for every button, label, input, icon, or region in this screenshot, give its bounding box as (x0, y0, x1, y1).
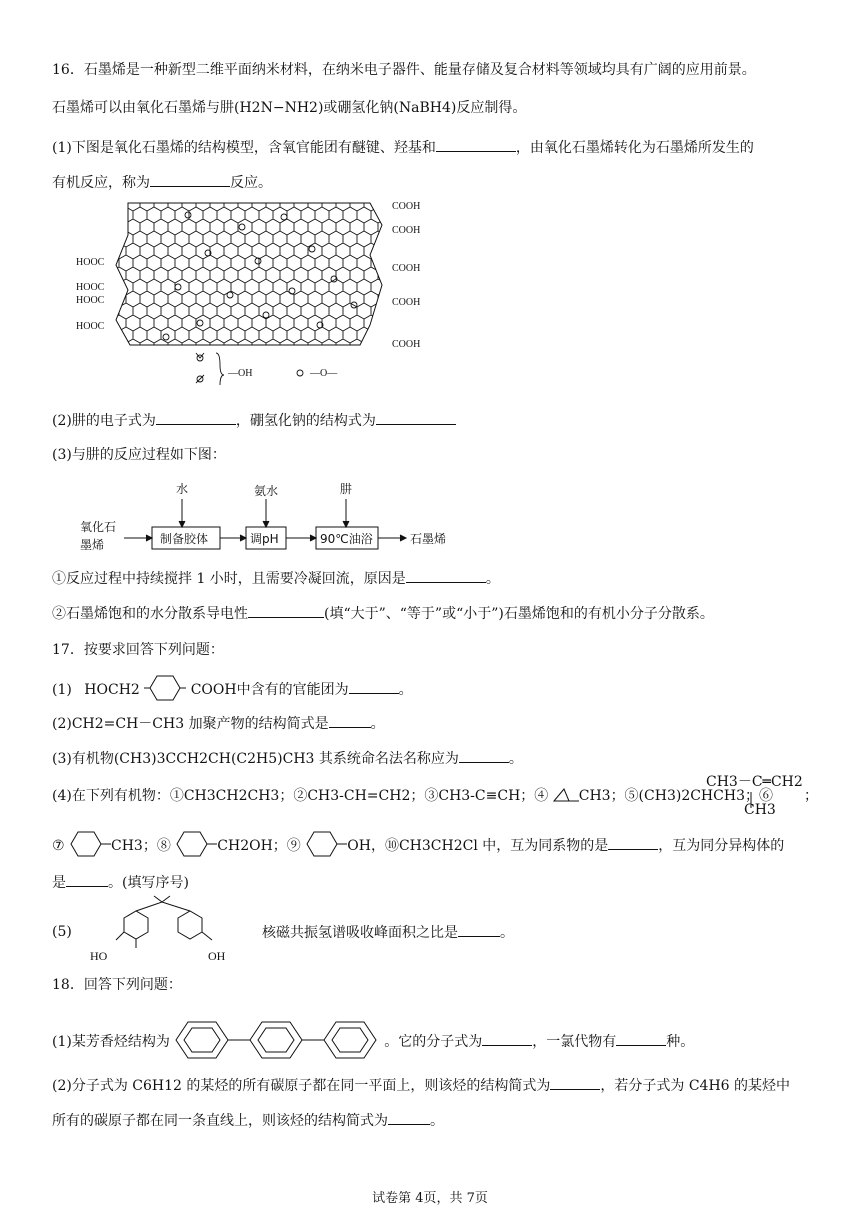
ho-label: HO (90, 949, 108, 963)
hydrazine-formula: H2N−NH2 (239, 100, 318, 116)
q16-part3-item2: ②石墨烯饱和的水分散系导电性 (填“大于”、“等于”或“小于”)石墨烯饱和的有机小分子分散系。 (52, 603, 714, 624)
bisphenol-a-structure (90, 896, 240, 966)
answer-blank[interactable] (156, 410, 236, 425)
q18-item1: (1)某芳香烃结构为 。它的分子式为 ，一氯代物有 种。 (52, 1022, 694, 1062)
answer-blank[interactable] (388, 1110, 430, 1125)
q16-part1-line2: 有机反应，称为 反应。 (52, 172, 272, 193)
answer-blank[interactable] (248, 603, 324, 618)
q17-item2: (2)CH2=CH－CH3 加聚产物的结构简式是 。 (52, 713, 385, 734)
carbon-lattice (116, 203, 382, 345)
q17-item5-text: 核磁共振氢谱吸收峰面积之比是 。 (262, 922, 514, 943)
answer-blank[interactable] (329, 713, 371, 728)
cooh-label: COOH (392, 263, 421, 274)
flow-start-line1: 氧化石 (80, 520, 117, 534)
graphene-oxide-structure-figure (70, 195, 430, 385)
q16-part2: (2)肼的电子式为 ，硼氢化钠的结构式为 (52, 410, 456, 431)
benzene-ring-icon (175, 830, 217, 858)
answer-blank[interactable] (406, 568, 486, 583)
q17-item5-label: (5) (52, 924, 72, 940)
q17-item4-compound6-bottom: CH3 (744, 802, 776, 818)
cooh-label: COOH (392, 225, 421, 236)
flow-input-water: 水 (176, 482, 189, 496)
cooh-label: COOH (392, 201, 421, 212)
hydroxyl-legend-label: —OH (228, 368, 253, 379)
answer-blank[interactable] (349, 679, 399, 694)
q16-intro-line1: 16．石墨烯是一种新型二维平面纳米材料，在纳米电子器件、能量存储及复合材料等领域均具有广阔的应用前景。 (52, 62, 756, 78)
hooc-label: HOOC (76, 321, 105, 332)
flow-input-ammonia: 氨水 (254, 484, 279, 498)
answer-blank[interactable] (608, 835, 658, 850)
q17-title: 17．按要求回答下列问题： (52, 642, 224, 658)
hooc-label: HOOC (76, 282, 105, 293)
formula-left: HOCH2 (84, 682, 140, 698)
answer-blank[interactable] (482, 1031, 532, 1046)
flow-end-product: 石墨烯 (410, 532, 447, 546)
q16-part1-line1: (1)下图是氧化石墨烯的结构模型，含氧官能团有醚键、羟基和 ，由氧化石墨烯转化为石墨烯所发生的 (52, 137, 754, 158)
benzene-ring-icon (305, 830, 347, 858)
q16-intro-line2: 石墨烯可以由氧化石墨烯与肼(H2N−NH2)或硼氢化钠(NaBH4)反应制得。 (52, 100, 527, 116)
answer-blank[interactable] (459, 748, 509, 763)
page-footer: 试卷第 4页，共 7页 (372, 1191, 488, 1206)
oh-label: OH (208, 949, 226, 963)
flow-box-oil-bath: 90℃油浴 (320, 532, 373, 546)
cooh-label: COOH (392, 339, 421, 350)
q17-item4-compound6-top: CH3－C═CH2 (706, 774, 803, 790)
benzene-ring-icon (144, 674, 186, 702)
flow-box-prepare-colloid: 制备胶体 (160, 532, 209, 546)
flow-input-hydrazine: 肼 (340, 482, 353, 496)
answer-blank[interactable] (550, 1075, 600, 1090)
q18-item2-line2: 所有的碳原子都在同一条直线上，则该烃的结构简式为 。 (52, 1110, 444, 1131)
benzene-ring-icon (69, 830, 111, 858)
answer-blank[interactable] (436, 137, 516, 152)
q17-item4-semicolon: ； (804, 788, 818, 804)
answer-blank[interactable] (150, 172, 230, 187)
answer-blank[interactable] (616, 1031, 666, 1046)
q16-part3-item1: ①反应过程中持续搅拌 1 小时，且需要冷凝回流，原因是 。 (52, 568, 500, 589)
cooh-label: COOH (392, 297, 421, 308)
q17-item3: (3)有机物(CH3)3CCH2CH(C2H5)CH3 其系统命名法名称应为 。 (52, 748, 523, 769)
q18-title: 18．回答下列问题： (52, 977, 182, 993)
q17-item4-line3: 是 。(填写序号) (52, 872, 189, 893)
formula-right: COOH (190, 682, 237, 698)
process-flow-diagram (80, 477, 480, 557)
cyclopropane-icon (553, 787, 579, 803)
answer-blank[interactable] (66, 872, 108, 887)
answer-blank[interactable] (376, 410, 456, 425)
terphenyl-structure (174, 1020, 384, 1060)
q18-item2-line1: (2)分子式为 C6H12 的某烃的所有碳原子都在同一平面上，则该烃的结构简式为 ，若分子式为 C4H6 的某烃中 (52, 1075, 790, 1096)
flow-box-adjust-ph: 调pH (250, 532, 279, 546)
flow-start-line2: 墨烯 (80, 538, 105, 552)
q17-item4-line1: (4)在下列有机物：①CH3CH2CH3；②CH3-CH=CH2；③CH3-C≡CH；④ CH3；⑤(CH3)2CHCH3；⑥ (52, 788, 773, 804)
answer-blank[interactable] (458, 922, 500, 937)
q16-part3: (3)与肼的反应过程如下图： (52, 447, 226, 463)
ether-legend-label: —O— (310, 368, 338, 379)
q17-item1: (1) HOCH2 COOH中含有的官能团为 。 (52, 676, 413, 704)
hooc-label: HOOC (76, 257, 105, 268)
nabh4-formula: NaBH4 (398, 100, 451, 116)
q17-item4-line2: ⑦ CH3；⑧ CH2OH；⑨ OH，⑩CH3CH2Cl 中，互为同系物的是 ，互为同分异构体的 (52, 832, 784, 860)
hooc-label: HOOC (76, 295, 105, 306)
